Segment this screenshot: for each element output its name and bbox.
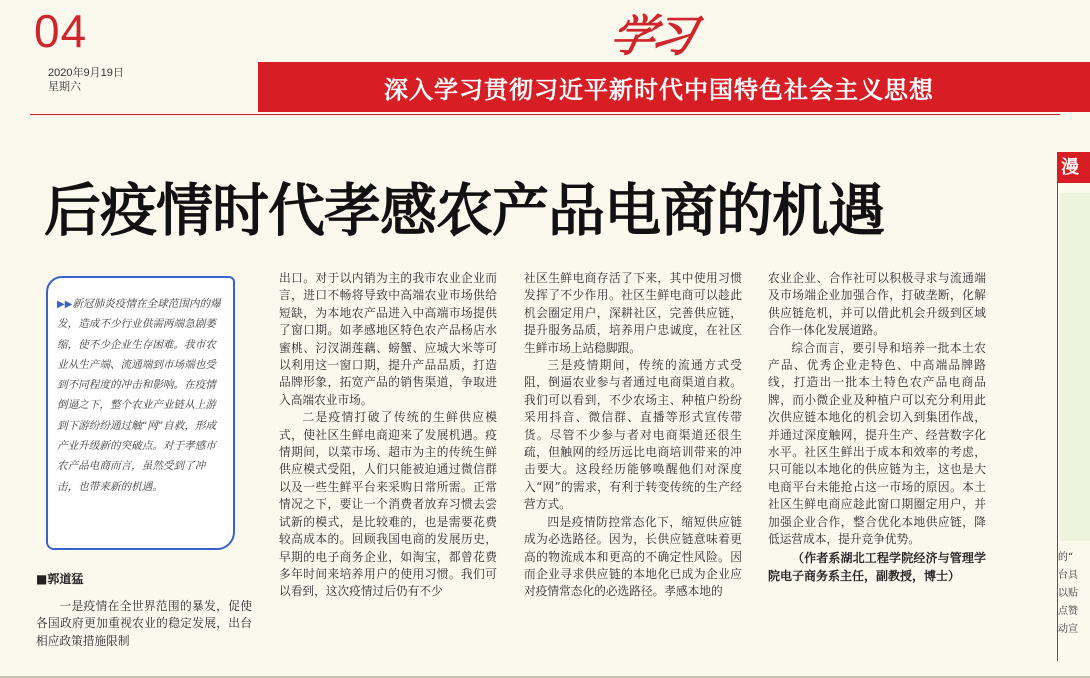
banner-text: 深入学习贯彻习近平新时代中国特色社会主义思想: [384, 74, 934, 104]
paragraph: 四是疫情防控常态化下，缩短供应链成为必选路径。因为，长供应链意味着更高的物流成本和更高的不确定性风险。因而企业寻求供应链的本地化已成为企业应对疫情常态化的必选路径。孝感本地的: [524, 514, 742, 599]
paragraph: 三是疫情期间，传统的流通方式受阻，倒逼农业参与者通过电商渠道自救。我们可以看到，不少农场主、种植户纷纷采用抖音、微信群、直播等形式宣传带货。尽管不少参与者对电商渠道还很生疏，但触网的经历远比电商培训带来的冲击要大。这段经历能够唤醒他们对深度入“网”的需求，有利于转变传统的生产经营方式。: [524, 358, 742, 512]
masthead-logo: 学习: [605, 11, 697, 62]
paragraph: 出口。对于以内销为主的我市农业企业而言，进口不畅将导致中高端农业市场供给短缺，为本地农产品进入中高端市场提供了窗口期。如孝感地区特色农产品杨店水蜜桃、汈汊湖莲藕、螃蟹、应城大米等可以利用这一窗口期，提升产品品质，打造品牌形象，拓宽产品的销售渠道，争取进入高端农业市场。: [279, 271, 497, 407]
abstract-text: 新冠肺炎疫情在全球范围内的爆发，造成不少行业供需两端急剧萎缩，使不少企业生存困难。我市农业从生产端、流通端到市场端也受到不同程度的冲击和影响。在疫情倒逼之下，整个农业产业链从上游到下游纷纷通过触“网”自救，形成产业升级新的突破点。对于孝感市农产品电商而言，虽然受到了冲击，也带来新的机遇。: [57, 298, 221, 493]
date-line: 2020年9月19日: [48, 67, 124, 79]
header-divider: [30, 114, 1060, 115]
paragraph: 综合而言，要引导和培养一批本土农产品、优秀企业走特色、中高端品牌路线，打造出一批本土特色农产品电商品牌，而小微企业及种植户可以充分利用此次供应链本地化的机会切入到集团作战，并通过深度触网，提升生产、经营数字化水平。社区生鲜出于成本和效率的考虑，只可能以本地化的供应链为主，这也是大电商平台未能抢占这一市场的原因。本土社区生鲜电商应趁此窗口期圈定用户，并加强企业合作，整合优化本地供应链，降低运营成本，提升竞争优势。: [768, 340, 986, 547]
paragraph: 社区生鲜电商存活了下来，其中使用习惯发挥了不少作用。社区生鲜电商可以趁此机会圈定用户，深耕社区，完善供应链，提升服务品质，培养用户忠诚度，在社区生鲜市场上站稳脚跟。: [524, 271, 742, 355]
abstract-marker-icon: ▶▶: [57, 299, 73, 310]
adjacent-article-header: 漫: [1058, 153, 1090, 183]
adjacent-article-text: 的“ 台具 以贴 点赞 动宣: [1058, 552, 1078, 635]
article-column-2: [279, 270, 497, 601]
paragraph: 一是疫情在全世界范围的暴发，促使各国政府更加重视农业的稳定发展，出台相应政策措施限制: [36, 599, 252, 648]
page-number: 04: [34, 5, 88, 57]
article-headline: 后疫情时代孝感农产品电商的机遇: [44, 178, 884, 244]
adjacent-article-edge: [1057, 152, 1090, 661]
adjacent-article-image: [1060, 193, 1090, 541]
weekday-line: 星期六: [48, 81, 81, 93]
author-name: ■郭道猛: [36, 572, 84, 586]
paragraph: 二是疫情打破了传统的生鲜供应模式，使社区生鲜电商迎来了发展机遇。疫情期间，以菜市场、超市为主的传统生鲜供应模式受阻，人们只能被迫通过微信群以及一些生鲜平台来采购日常所需。正常情况之下，要让一个消费者放弃习惯去尝试新的模式，是比较难的，也是需要花费较高成本的。回顾我国电商的发展历史，早期的电子商务企业，如淘宝，都曾花费多年时间来培养用户的使用习惯。我们可以看到，这次疫情过后仍有不少: [279, 410, 497, 599]
slogan-banner: [258, 62, 1090, 112]
article-column-4: [768, 270, 986, 585]
article-column-3: [524, 270, 742, 601]
article-column-1: [36, 598, 252, 650]
author-byline: （作者系湖北工程学院经济与管理学院电子商务系主任，副教授，博士）: [768, 550, 986, 583]
paragraph: 农业企业、合作社可以积极寻求与流通端及市场端企业加强合作，打破垄断，化解供应链危机，并可以借此机会升级到区域合作一体化发展道路。: [768, 271, 986, 338]
abstract-box: [46, 276, 235, 550]
issue-date: [48, 66, 124, 94]
